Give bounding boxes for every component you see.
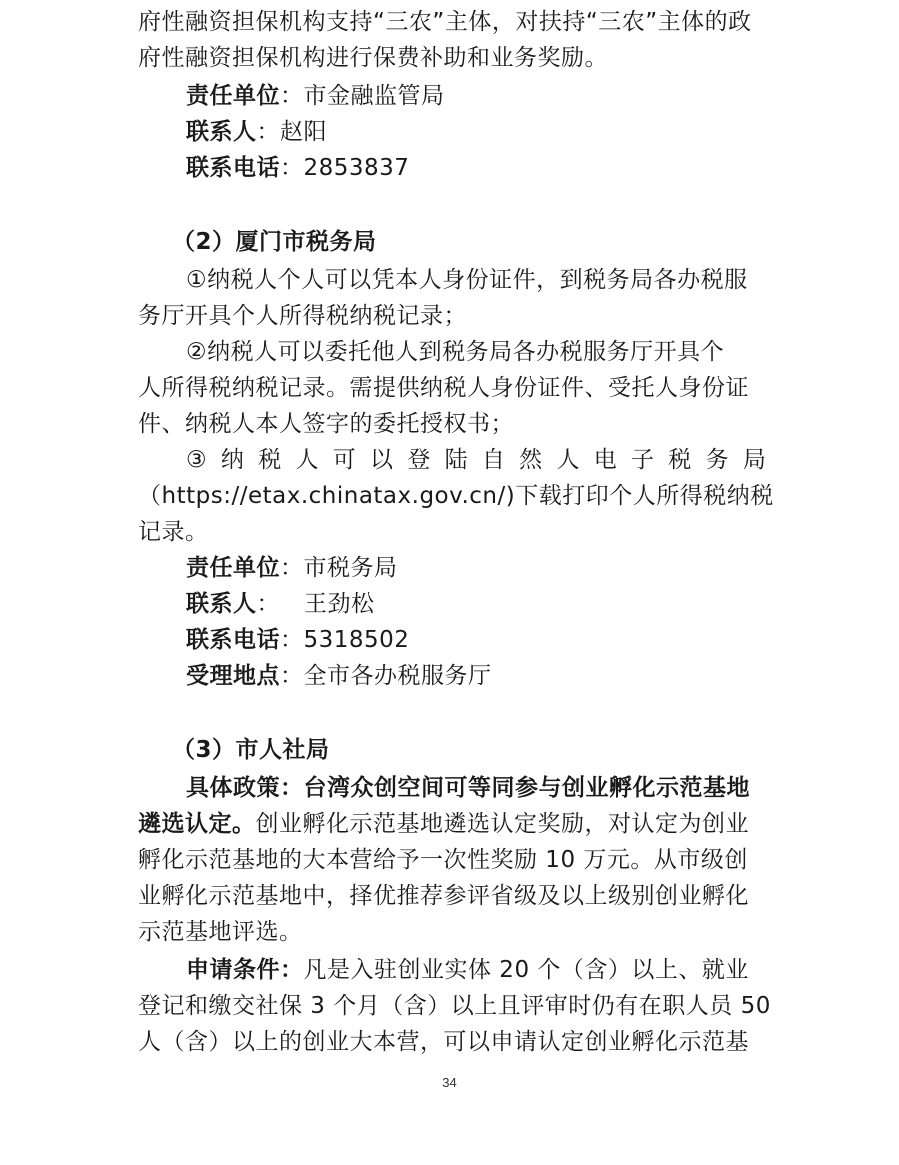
field-label: 联系人 bbox=[186, 591, 257, 617]
field-label: 责任单位 bbox=[186, 83, 280, 109]
field-value: ：5318502 bbox=[280, 627, 410, 653]
field-label: 联系人 bbox=[186, 119, 257, 145]
justified-char: 然 bbox=[519, 447, 543, 473]
paragraph-line: 务厅开具个人所得税纳税记录； bbox=[138, 303, 467, 329]
paragraph-line: 人所得税纳税记录。需提供纳税人身份证件、受托人身份证 bbox=[138, 375, 749, 401]
field-value: ：市税务局 bbox=[280, 555, 398, 581]
policy-line bbox=[138, 806, 766, 842]
paragraph-line: 孵化示范基地的大本营给予一次性奖励 10 万元。从市级创 bbox=[138, 847, 748, 873]
justified-char: 局 bbox=[742, 447, 766, 473]
paragraph-line: ①纳税人个人可以凭本人身份证件，到税务局各办税服 bbox=[186, 267, 748, 293]
field-value: ：赵阳 bbox=[256, 119, 327, 145]
service-location-row bbox=[186, 658, 766, 694]
justified-char: ③ bbox=[186, 447, 207, 473]
justified-char: 登 bbox=[407, 447, 431, 473]
policy-bold-text: 遴选认定。 bbox=[138, 811, 256, 837]
paragraph-line: 记录。 bbox=[138, 519, 209, 545]
field-value: ：市金融监管局 bbox=[280, 83, 445, 109]
contact-person-row bbox=[186, 586, 766, 622]
justified-char: 税 bbox=[668, 447, 692, 473]
contact-phone-row bbox=[186, 622, 766, 658]
justified-char: 务 bbox=[705, 447, 729, 473]
paragraph-line: ②纳税人可以委托他人到税务局各办税服务厅开具个 bbox=[186, 339, 725, 365]
contact-phone-row bbox=[186, 150, 766, 186]
justified-char: 可 bbox=[332, 447, 356, 473]
justified-char: 以 bbox=[370, 447, 394, 473]
justified-line bbox=[186, 442, 766, 478]
responsible-unit-row bbox=[186, 78, 766, 114]
field-value: ： bbox=[256, 591, 280, 617]
policy-text: 创业孵化示范基地遴选认定奖励，对认定为创业 bbox=[255, 811, 749, 837]
justified-char: 自 bbox=[481, 447, 505, 473]
field-label: 联系电话 bbox=[186, 627, 280, 653]
section-heading: （3）市人社局 bbox=[172, 737, 330, 763]
paragraph-line: 登记和缴交社保 3 个月（含）以上且评审时仍有在职人员 50 bbox=[138, 993, 771, 1019]
policy-line: 具体政策：台湾众创空间可等同参与创业孵化示范基地 bbox=[186, 775, 750, 801]
responsible-unit-row bbox=[186, 550, 766, 586]
field-value: ：2853837 bbox=[280, 155, 410, 181]
paragraph-line: 府性融资担保机构支持“三农”主体，对扶持“三农”主体的政 bbox=[138, 9, 752, 35]
paragraph-line: 府性融资担保机构进行保费补助和业务奖励。 bbox=[138, 45, 608, 71]
paragraph-line: 示范基地评选。 bbox=[138, 919, 303, 945]
justified-char: 陆 bbox=[444, 447, 468, 473]
justified-char: 人 bbox=[295, 447, 319, 473]
field-label: 受理地点 bbox=[186, 663, 280, 689]
page-number: 34 bbox=[442, 1075, 457, 1090]
justified-char: 人 bbox=[556, 447, 580, 473]
paragraph-line: 件、纳税人本人签字的委托授权书； bbox=[138, 411, 514, 437]
field-label: 责任单位 bbox=[186, 555, 280, 581]
field-value: ：全市各办税服务厅 bbox=[280, 663, 492, 689]
paragraph-line: 人（含）以上的创业大本营，可以申请认定创业孵化示范基 bbox=[138, 1029, 749, 1055]
justified-char: 税 bbox=[258, 447, 282, 473]
contact-person-row bbox=[186, 114, 766, 150]
field-label: 联系电话 bbox=[186, 155, 280, 181]
justified-char: 纳 bbox=[220, 447, 244, 473]
paragraph-line: （https://etax.chinatax.gov.cn/)下载打印个人所得税纳税 bbox=[138, 483, 774, 509]
condition-line bbox=[186, 952, 766, 988]
justified-char: 子 bbox=[631, 447, 654, 473]
contact-name: 王劲松 bbox=[304, 591, 375, 617]
condition-text: 凡是入驻创业实体 20 个（含）以上、就业 bbox=[303, 957, 749, 983]
justified-char: 电 bbox=[593, 447, 617, 473]
section-heading: （2）厦门市税务局 bbox=[172, 229, 377, 255]
condition-label: 申请条件： bbox=[186, 957, 304, 983]
paragraph-line: 业孵化示范基地中，择优推荐参评省级及以上级别创业孵化 bbox=[138, 883, 749, 909]
